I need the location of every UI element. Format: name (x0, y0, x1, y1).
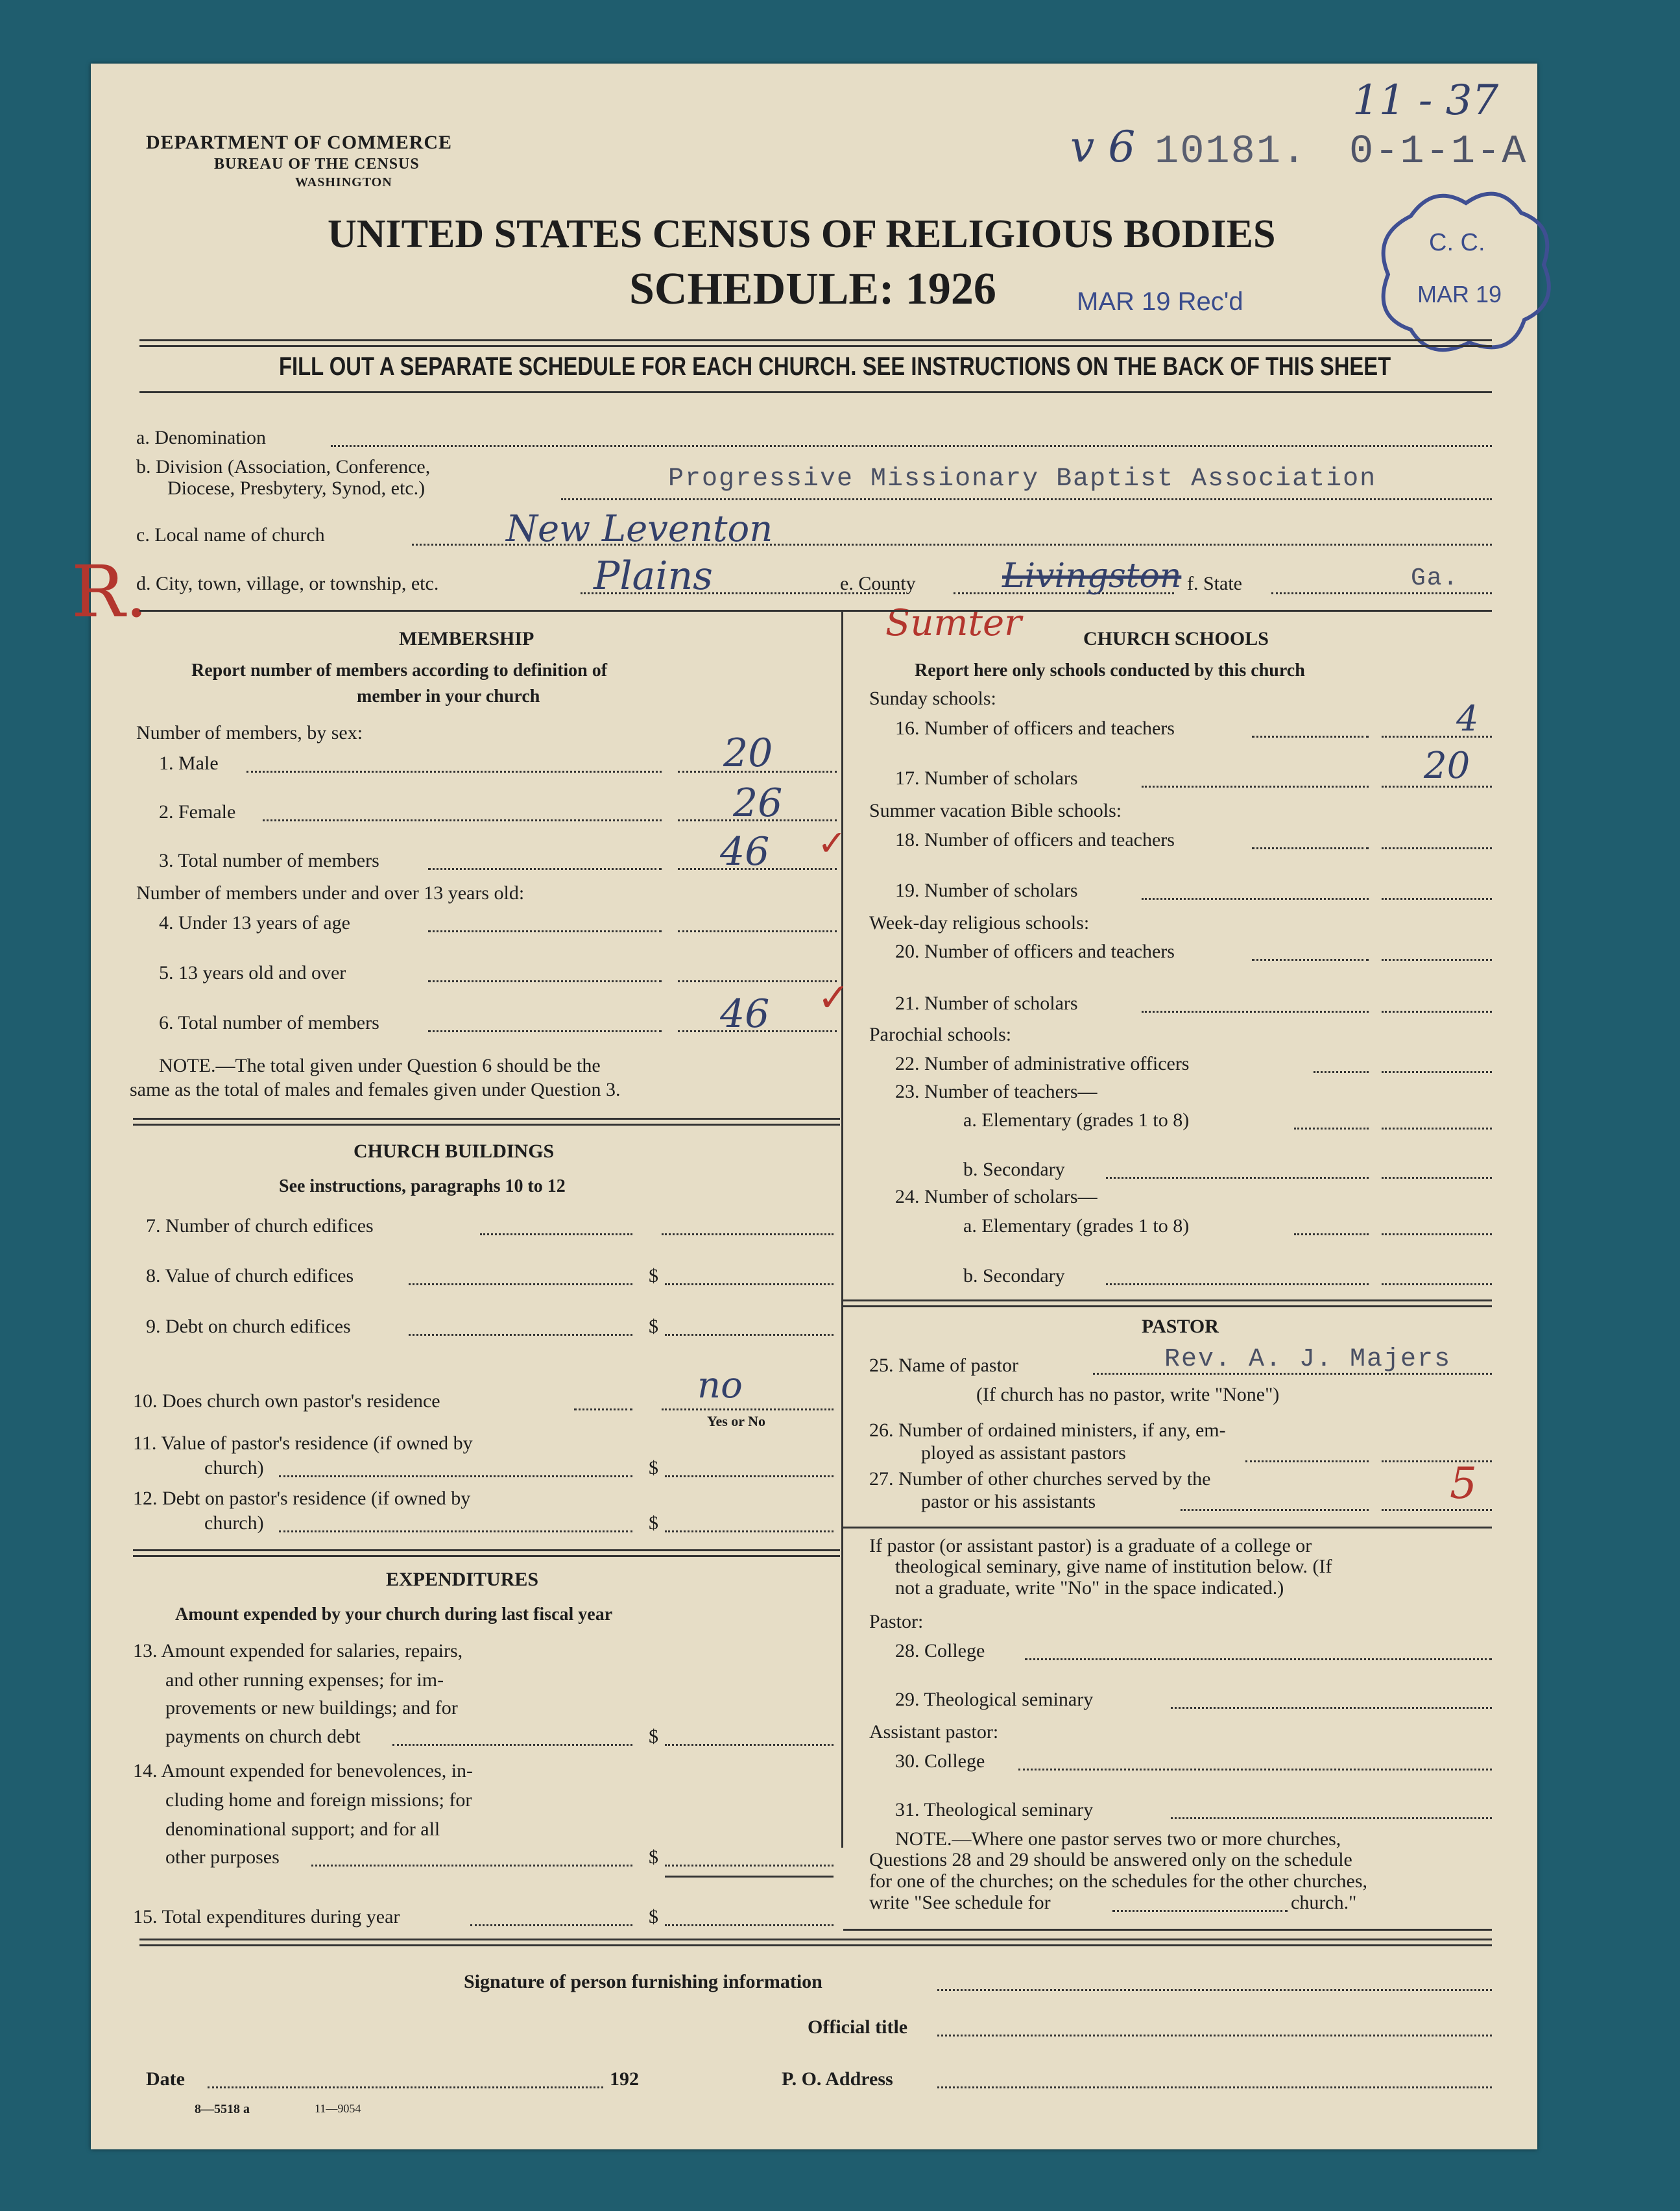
over-13-dots (428, 980, 662, 982)
edifices-debt-field[interactable] (665, 1334, 834, 1336)
state-value: Ga. (1411, 564, 1459, 592)
form-title: UNITED STATES CENSUS OF RELIGIOUS BODIES (328, 212, 1276, 256)
header-rule-2 (139, 345, 1492, 347)
pastor-section-label: Pastor: (869, 1611, 924, 1632)
benevolences-label-1: 14. Amount expended for benevolences, in- (133, 1760, 474, 1782)
pastor-heading: PASTOR (1142, 1316, 1219, 1337)
dollar-sign-2: $ (649, 1316, 658, 1337)
buildings-sub: See instructions, paragraphs 10 to 12 (279, 1176, 566, 1196)
residence-debt-label-1: 12. Debt on pastor's residence (if owned by (133, 1488, 471, 1509)
residence-debt-field[interactable] (665, 1530, 834, 1532)
other-churches-label-1: 27. Number of other churches served by the (869, 1468, 1211, 1490)
male-dots (246, 771, 662, 773)
see-schedule-field[interactable] (1112, 1910, 1288, 1912)
graduate-instruction-3: not a graduate, write "No" in the space indicated.) (895, 1577, 1284, 1599)
yes-no-hint: Yes or No (707, 1413, 766, 1429)
assistant-ministers-dots (1245, 1460, 1369, 1462)
expenditures-heading: EXPENDITURES (386, 1569, 539, 1590)
scholars-elementary-dots (1294, 1233, 1369, 1235)
pastor-name-label: 25. Name of pastor (869, 1355, 1018, 1376)
dollar-sign-5: $ (649, 1726, 658, 1747)
header-rule (139, 339, 1492, 341)
red-r-mark: R. (71, 550, 148, 633)
edifices-count-field[interactable] (662, 1233, 834, 1235)
assistant-ministers-label-1: 26. Number of ordained ministers, if any, em- (869, 1420, 1226, 1441)
state-field[interactable] (1271, 592, 1492, 594)
column-divider (841, 612, 843, 1848)
total-members-2-label: 6. Total number of members (159, 1012, 379, 1033)
membership-rule (133, 1118, 840, 1126)
schools-rule (843, 1299, 1492, 1307)
sunday-officers-dots (1252, 736, 1369, 738)
pastor-college-field[interactable] (1025, 1658, 1492, 1660)
form-number: 8—5518 a (195, 2102, 250, 2116)
benevolences-field[interactable] (665, 1865, 834, 1867)
pastor-seminary-field[interactable] (1171, 1707, 1492, 1709)
teachers-secondary-label: b. Secondary (963, 1159, 1065, 1180)
female-label: 2. Female (159, 801, 236, 823)
weekday-scholars-field[interactable] (1382, 1011, 1492, 1013)
pastor-rule (843, 1527, 1492, 1528)
membership-note-1: NOTE.—The total given under Question 6 should be the (159, 1055, 601, 1076)
benevolences-underline (665, 1876, 834, 1878)
pastor-note-1: NOTE.—Where one pastor serves two or more churches, (895, 1828, 1341, 1850)
signature-label: Signature of person furnishing information (464, 1971, 822, 1992)
county-value: Sumter (885, 602, 1022, 644)
schools-sub: Report here only schools conducted by this church (915, 660, 1305, 681)
salaries-dots (392, 1744, 632, 1746)
other-churches-value: 5 (1450, 1458, 1477, 1508)
schools-heading: CHURCH SCHOOLS (1083, 628, 1269, 649)
membership-sub-1: Report number of members according to definition of (191, 660, 608, 681)
denomination-field[interactable] (331, 445, 1492, 447)
teachers-label: 23. Number of teachers— (895, 1081, 1098, 1102)
other-churches-dots (1181, 1509, 1369, 1511)
expenditures-sub: Amount expended by your church during last fiscal year (175, 1604, 613, 1625)
graduate-instruction-2: theological seminary, give name of institution below. (If (895, 1556, 1332, 1577)
pastor-note-3: for one of the churches; on the schedules for the other churches, (869, 1870, 1368, 1892)
weekday-officers-label: 20. Number of officers and teachers (895, 941, 1175, 962)
scholars-secondary-field[interactable] (1382, 1283, 1492, 1285)
summer-scholars-field[interactable] (1382, 898, 1492, 900)
no-pastor-note: (If church has no pastor, write "None") (976, 1384, 1280, 1405)
total-expenditures-dots (470, 1924, 632, 1926)
admin-officers-field[interactable] (1382, 1071, 1492, 1073)
male-value: 20 (723, 731, 773, 776)
po-address-field[interactable] (937, 2086, 1492, 2088)
state-label: f. State (1187, 573, 1242, 594)
scholars-secondary-dots (1106, 1283, 1369, 1285)
total-members-2-value: 46 (720, 991, 770, 1037)
salaries-field[interactable] (665, 1744, 834, 1746)
footer-rule (139, 1939, 1492, 1946)
buildings-heading: CHURCH BUILDINGS (354, 1141, 555, 1162)
assistant-seminary-label: 31. Theological seminary (895, 1799, 1094, 1820)
edifices-count-dots (480, 1233, 632, 1235)
weekday-scholars-dots (1142, 1011, 1369, 1013)
city-name: WASHINGTON (295, 175, 392, 189)
signature-field[interactable] (937, 1989, 1492, 1991)
dollar-sign-7: $ (649, 1906, 658, 1927)
local-name-value: New Leventon (506, 508, 773, 550)
by-sex-label: Number of members, by sex: (136, 722, 363, 743)
pastor-bottom-rule (843, 1929, 1492, 1931)
assistant-college-label: 30. College (895, 1750, 985, 1772)
date-year: 192 (610, 2068, 639, 2090)
schedule-year: SCHEDULE: 1926 (629, 264, 996, 314)
classification-code: 0-1-1-A (1349, 128, 1528, 175)
bureau-name: BUREAU OF THE CENSUS (214, 156, 420, 173)
division-label-1: b. Division (Association, Conference, (136, 456, 431, 477)
residence-value-field[interactable] (665, 1475, 834, 1477)
dollar-sign: $ (649, 1265, 658, 1287)
total-expenditures-field[interactable] (665, 1924, 834, 1926)
total-members-label: 3. Total number of members (159, 850, 379, 871)
sunday-officers-value: 4 (1456, 698, 1479, 739)
serial-number: 10181. (1155, 128, 1308, 175)
division-label-2: Diocese, Presbytery, Synod, etc.) (167, 477, 426, 499)
by-age-label: Number of members under and over 13 years old: (136, 882, 525, 904)
city-label: d. City, town, village, or township, etc. (136, 573, 439, 594)
owns-residence-value: no (697, 1364, 743, 1407)
total-members-dots (428, 868, 662, 870)
membership-note-2: same as the total of males and females given under Question 3. (130, 1079, 621, 1100)
summer-scholars-dots (1142, 898, 1369, 900)
salaries-label-1: 13. Amount expended for salaries, repairs, (133, 1640, 463, 1661)
teachers-secondary-dots (1106, 1177, 1369, 1179)
sunday-scholars-label: 17. Number of scholars (895, 767, 1078, 789)
census-schedule-sheet (71, 64, 1537, 2149)
teachers-elementary-label: a. Elementary (grades 1 to 8) (963, 1109, 1190, 1131)
over-13-field[interactable] (678, 980, 837, 982)
edifices-debt-label: 9. Debt on church edifices (146, 1316, 351, 1337)
department-name: DEPARTMENT OF COMMERCE (146, 132, 453, 153)
other-churches-field[interactable] (1382, 1509, 1492, 1511)
pastor-seminary-label: 29. Theological seminary (895, 1689, 1094, 1710)
cc-stamp-text: C. C. (1429, 229, 1485, 256)
teachers-elementary-field[interactable] (1382, 1128, 1492, 1130)
residence-value-label-1: 11. Value of pastor's residence (if owned by (133, 1432, 473, 1454)
pastor-name-value: Rev. A. J. Majers (1164, 1345, 1452, 1374)
pastor-college-label: 28. College (895, 1640, 985, 1661)
date-field[interactable] (208, 2086, 603, 2088)
salaries-label-3: provements or new buildings; and for (165, 1697, 458, 1719)
summer-officers-field[interactable] (1382, 847, 1492, 849)
buildings-rule (133, 1549, 840, 1557)
parochial-schools-label: Parochial schools: (869, 1024, 1012, 1045)
weekday-schools-label: Week-day religious schools: (869, 912, 1090, 934)
sunday-schools-label: Sunday schools: (869, 688, 996, 709)
benevolences-label-2: cluding home and foreign missions; for (165, 1789, 472, 1811)
scholars-secondary-label: b. Secondary (963, 1265, 1065, 1287)
date-label: Date (146, 2068, 185, 2090)
teachers-secondary-field[interactable] (1382, 1177, 1492, 1179)
total-members-value: 46 (720, 829, 770, 875)
residence-value-label-2: church) (204, 1457, 264, 1479)
membership-sub-2: member in your church (357, 686, 540, 707)
male-label: 1. Male (159, 753, 219, 774)
residence-debt-dots (279, 1530, 632, 1532)
membership-heading: MEMBERSHIP (399, 628, 534, 649)
other-churches-label-2: pastor or his assistants (921, 1491, 1096, 1512)
ident-rule (139, 610, 1492, 612)
graduate-instruction-1: If pastor (or assistant pastor) is a graduate of a college or (869, 1535, 1312, 1556)
sunday-scholars-value: 20 (1424, 745, 1470, 787)
pastor-note-4: write "See schedule for (869, 1892, 1051, 1913)
separate-schedule-instruction: FILL OUT A SEPARATE SCHEDULE FOR EACH CHURCH. SEE INSTRUCTIONS ON THE BACK OF THIS SHEET (279, 352, 1391, 381)
weekday-officers-field[interactable] (1382, 959, 1492, 961)
residence-value-dots (279, 1475, 632, 1477)
teachers-elementary-dots (1294, 1128, 1369, 1130)
denomination-label: a. Denomination (136, 427, 266, 448)
summer-officers-dots (1252, 847, 1369, 849)
residence-debt-label-2: church) (204, 1512, 264, 1534)
female-dots (263, 819, 662, 821)
instruction-rule (139, 391, 1492, 393)
under-13-field[interactable] (678, 930, 837, 932)
edifices-value-field[interactable] (665, 1283, 834, 1285)
county-label: e. County (840, 573, 916, 594)
official-title-label: Official title (808, 2016, 908, 2038)
handwritten-folio: 11 - 37 (1352, 77, 1499, 125)
dollar-sign-6: $ (649, 1846, 658, 1868)
owns-residence-dots (574, 1408, 632, 1410)
benevolences-label-4: other purposes (165, 1846, 280, 1868)
assistant-section-label: Assistant pastor: (869, 1721, 999, 1743)
under-13-label: 4. Under 13 years of age (159, 912, 350, 934)
weekday-scholars-label: 21. Number of scholars (895, 993, 1078, 1014)
summer-officers-label: 18. Number of officers and teachers (895, 829, 1175, 851)
under-13-dots (428, 930, 662, 932)
admin-officers-dots (1314, 1071, 1369, 1073)
sunday-officers-label: 16. Number of officers and teachers (895, 718, 1175, 739)
over-13-label: 5. 13 years old and over (159, 962, 346, 984)
summer-scholars-label: 19. Number of scholars (895, 880, 1078, 901)
received-stamp: MAR 19 Rec'd (1077, 287, 1243, 316)
benevolences-label-3: denominational support; and for all (165, 1818, 440, 1840)
scholars-elementary-label: a. Elementary (grades 1 to 8) (963, 1215, 1190, 1237)
local-name-label: c. Local name of church (136, 524, 325, 546)
division-value: Progressive Missionary Baptist Association (668, 465, 1377, 494)
edifices-count-label: 7. Number of church edifices (146, 1215, 374, 1237)
owns-residence-field[interactable] (662, 1408, 834, 1410)
edifices-value-dots (409, 1283, 632, 1285)
official-title-field[interactable] (937, 2035, 1492, 2036)
assistant-seminary-field[interactable] (1171, 1817, 1492, 1819)
cc-stamp-icon (1372, 177, 1560, 365)
sunday-scholars-dots (1142, 786, 1369, 788)
pastor-note-2: Questions 28 and 29 should be answered only on the schedule (869, 1849, 1352, 1870)
city-value: Plains (594, 553, 713, 599)
edifices-value-label: 8. Value of church edifices (146, 1265, 354, 1287)
salaries-label-4: payments on church debt (165, 1726, 361, 1747)
red-check-icon: ✓ (817, 823, 847, 864)
dollar-sign-4: $ (649, 1512, 658, 1534)
division-field[interactable] (561, 498, 1492, 500)
county-struck-value: Livingston (1002, 557, 1182, 596)
owns-residence-label: 10. Does church own pastor's residence (133, 1390, 440, 1412)
red-check-icon-2: ✓ (817, 975, 850, 1021)
scholars-label: 24. Number of scholars— (895, 1186, 1098, 1207)
female-value: 26 (733, 780, 783, 826)
benevolences-dots (311, 1865, 632, 1867)
edifices-debt-dots (409, 1334, 632, 1336)
total-members-2-dots (428, 1030, 662, 1032)
dollar-sign-3: $ (649, 1457, 658, 1479)
handwritten-check: v 6 (1070, 122, 1136, 172)
cc-stamp-date: MAR 19 (1417, 281, 1502, 308)
assistant-ministers-label-2: ployed as assistant pastors (921, 1442, 1126, 1464)
admin-officers-label: 22. Number of administrative officers (895, 1053, 1190, 1074)
total-expenditures-label: 15. Total expenditures during year (133, 1906, 400, 1927)
pastor-note-5: church." (1291, 1892, 1357, 1913)
print-number: 11—9054 (315, 2102, 361, 2115)
salaries-label-2: and other running expenses; for im- (165, 1669, 444, 1691)
po-address-label: P. O. Address (782, 2068, 893, 2090)
summer-schools-label: Summer vacation Bible schools: (869, 800, 1122, 821)
scholars-elementary-field[interactable] (1382, 1233, 1492, 1235)
weekday-officers-dots (1252, 959, 1369, 961)
assistant-college-field[interactable] (1018, 1769, 1492, 1770)
